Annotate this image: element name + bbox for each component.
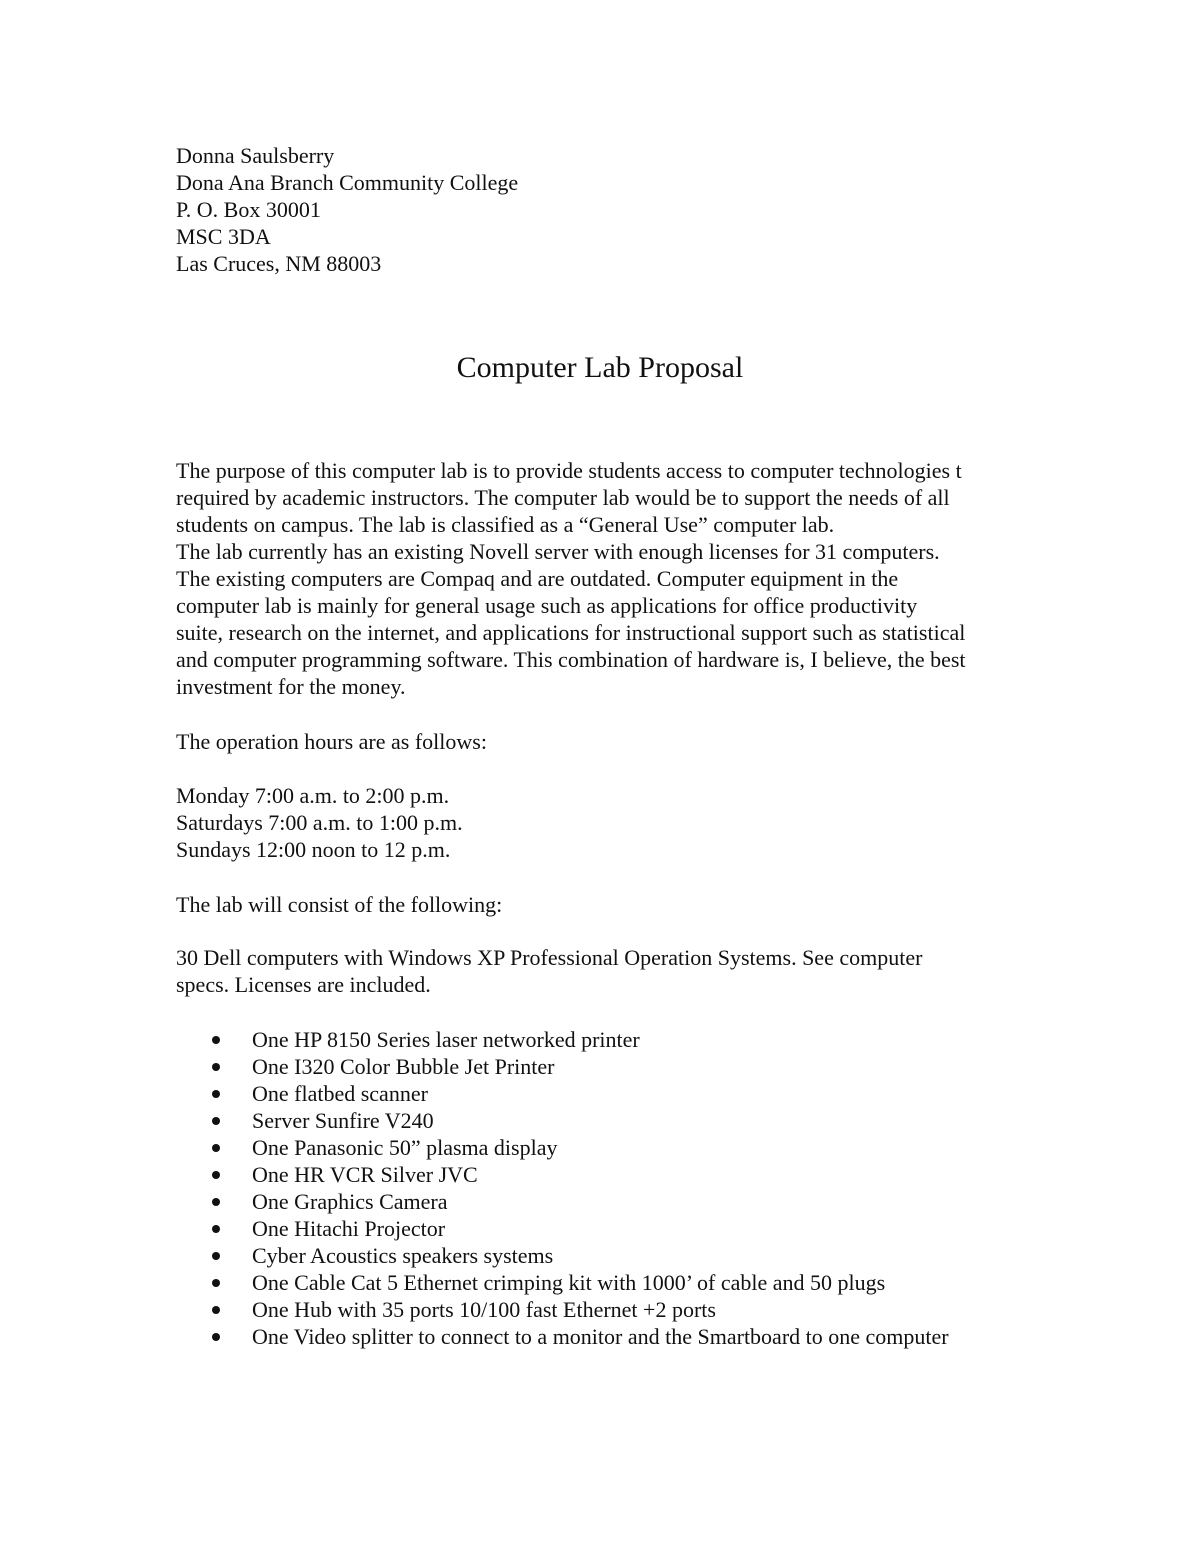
list-item — [176, 1161, 1076, 1188]
list-item-text: One Graphics Camera — [252, 1189, 448, 1214]
address-line: Dona Ana Branch Community College — [176, 170, 519, 195]
bullet-icon — [212, 1225, 220, 1233]
bullet-icon — [212, 1117, 220, 1125]
list-item — [176, 1323, 1076, 1350]
list-item — [176, 1296, 1076, 1323]
schedule-line: Monday 7:00 a.m. to 2:00 p.m. — [176, 783, 450, 808]
list-item-text: One I320 Color Bubble Jet Printer — [252, 1054, 555, 1079]
hours-heading — [176, 728, 1056, 755]
consist-heading — [176, 891, 1056, 918]
bullet-icon — [212, 1063, 220, 1071]
paragraph-line: The purpose of this computer lab is to provide students access to computer technologies t — [176, 458, 962, 483]
list-item — [176, 1188, 1076, 1215]
paragraph-line: computer lab is mainly for general usage such as applications for office productivity — [176, 593, 918, 618]
equipment-list — [176, 1026, 1076, 1350]
paragraph-line: 30 Dell computers with Windows XP Professional Operation Systems. See computer — [176, 945, 923, 970]
hours-intro-text: The operation hours are as follows: — [176, 729, 487, 754]
paragraph-line: suite, research on the internet, and applications for instructional support such as statistical — [176, 620, 966, 645]
list-item-text: One Video splitter to connect to a monitor and the Smartboard to one computer — [252, 1324, 949, 1349]
bullet-icon — [212, 1198, 220, 1206]
list-item-text: One Hub with 35 ports 10/100 fast Ethernet +2 ports — [252, 1297, 716, 1322]
list-item — [176, 1053, 1076, 1080]
address-line: MSC 3DA — [176, 224, 271, 249]
list-item-text: One HP 8150 Series laser networked printer — [252, 1027, 640, 1052]
sender-address — [176, 142, 1056, 277]
list-item-text: One flatbed scanner — [252, 1081, 428, 1106]
bullet-icon — [212, 1171, 220, 1179]
document-title: Computer Lab Proposal — [456, 351, 744, 384]
paragraph-line: investment for the money. — [176, 674, 406, 699]
list-item — [176, 1134, 1076, 1161]
bullet-icon — [212, 1252, 220, 1260]
list-item-text: One HR VCR Silver JVC — [252, 1162, 478, 1187]
schedule-line: Saturdays 7:00 a.m. to 1:00 p.m. — [176, 810, 463, 835]
address-line: Donna Saulsberry — [176, 143, 335, 168]
hours-schedule — [176, 782, 1056, 863]
bullet-icon — [212, 1144, 220, 1152]
list-item-text: One Panasonic 50” plasma display — [252, 1135, 558, 1160]
paragraph-line: students on campus. The lab is classified as a “General Use” computer lab. — [176, 512, 835, 537]
list-item — [176, 1080, 1076, 1107]
bullet-icon — [212, 1279, 220, 1287]
paragraph-line: and computer programming software. This combination of hardware is, I believe, the best — [176, 647, 966, 672]
list-item-text: Server Sunfire V240 — [252, 1108, 434, 1133]
computers-paragraph — [176, 944, 1056, 998]
consist-intro-text: The lab will consist of the following: — [176, 892, 503, 917]
bullet-icon — [212, 1306, 220, 1314]
paragraph-line: specs. Licenses are included. — [176, 972, 431, 997]
list-item-text: Cyber Acoustics speakers systems — [252, 1243, 554, 1268]
address-line: Las Cruces, NM 88003 — [176, 251, 382, 276]
list-item — [176, 1026, 1076, 1053]
schedule-line: Sundays 12:00 noon to 12 p.m. — [176, 837, 451, 862]
bullet-icon — [212, 1090, 220, 1098]
list-item-text: One Hitachi Projector — [252, 1216, 446, 1241]
paragraph-line: The lab currently has an existing Novell server with enough licenses for 31 computers. — [176, 539, 940, 564]
purpose-paragraph — [176, 457, 1056, 700]
bullet-icon — [212, 1333, 220, 1341]
paragraph-line: required by academic instructors. The computer lab would be to support the needs of all — [176, 485, 950, 510]
list-item-text: One Cable Cat 5 Ethernet crimping kit with 1000’ of cable and 50 plugs — [252, 1270, 886, 1295]
list-item — [176, 1215, 1076, 1242]
paragraph-line: The existing computers are Compaq and are outdated. Computer equipment in the — [176, 566, 899, 591]
address-line: P. O. Box 30001 — [176, 197, 321, 222]
list-item — [176, 1242, 1076, 1269]
list-item — [176, 1107, 1076, 1134]
list-item — [176, 1269, 1076, 1296]
bullet-icon — [212, 1036, 220, 1044]
